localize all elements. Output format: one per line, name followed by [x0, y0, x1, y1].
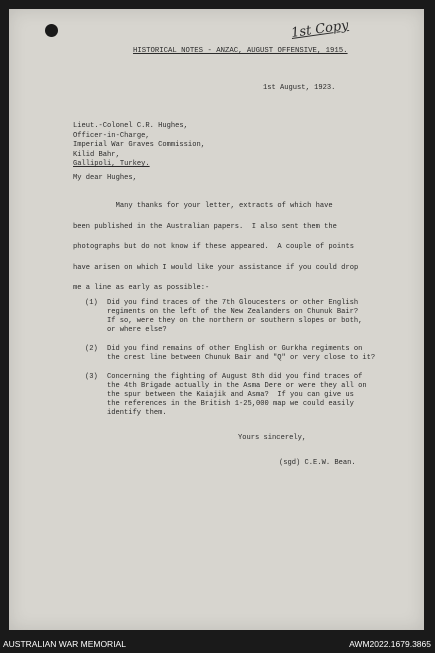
paragraph-line: me a line as early as possible:-	[73, 284, 210, 292]
item-line: Did you find traces of the 7th Gloucesters or other English	[107, 299, 359, 307]
paragraph-line: photographs but do not know if these appeared. A couple of points	[73, 243, 354, 251]
closing: Yours sincerely,	[238, 434, 307, 442]
address-line: Officer-in-Charge,	[73, 131, 150, 140]
document-heading: HISTORICAL NOTES - ANZAC, AUGUST OFFENSIVE, 1915.	[133, 47, 348, 55]
address-line: Lieut.-Colonel C.R. Hughes,	[73, 122, 188, 130]
letter-date: 1st August, 1923.	[263, 84, 336, 92]
item-line: regiments on the left of the New Zealanders on Chunuk Bair?	[107, 308, 359, 316]
item-line: Did you find remains of other English or Gurkha regiments on	[107, 345, 363, 353]
item-line: identify them.	[107, 409, 167, 417]
footer-reference: AWM2022.1679.3865	[349, 639, 431, 649]
handwritten-annotation: 1st Copy	[290, 18, 350, 41]
item-line: Concerning the fighting of August 8th did you find traces of	[107, 373, 363, 381]
item-number: (1)	[85, 299, 98, 307]
document-page	[9, 9, 424, 630]
item-line: If so, were they on the northern or southern slopes or both,	[107, 317, 363, 325]
item-number: (2)	[85, 345, 98, 353]
item-line: the references in the British 1-25,000 map we could easily	[107, 400, 354, 408]
address-line: Kilid Bahr,	[73, 150, 120, 159]
item-line: the spur between the Kaiajik and Asma? If you can give us	[107, 391, 354, 399]
paragraph-line: been published in the Australian papers. I also sent them the	[73, 222, 337, 231]
item-line: the 4th Brigade actually in the Asma Dere or were they all on	[107, 382, 367, 390]
item-line: or where else?	[107, 326, 167, 334]
item-line: the crest line between Chunuk Bair and "Q" or very close to it?	[107, 354, 376, 362]
paragraph-line: have arisen on which I would like your assistance if you could drop	[73, 263, 359, 272]
address-line: Gallipoli, Turkey.	[73, 160, 150, 168]
salutation: My dear Hughes,	[73, 174, 137, 182]
paragraph-line: Many thanks for your letter, extracts of which have	[73, 202, 333, 210]
item-number: (3)	[85, 373, 98, 381]
signature: (sgd) C.E.W. Bean.	[279, 459, 356, 467]
address-line: Imperial War Graves Commission,	[73, 141, 205, 149]
punch-hole	[45, 24, 58, 37]
footer-institution: AUSTRALIAN WAR MEMORIAL	[3, 639, 126, 649]
